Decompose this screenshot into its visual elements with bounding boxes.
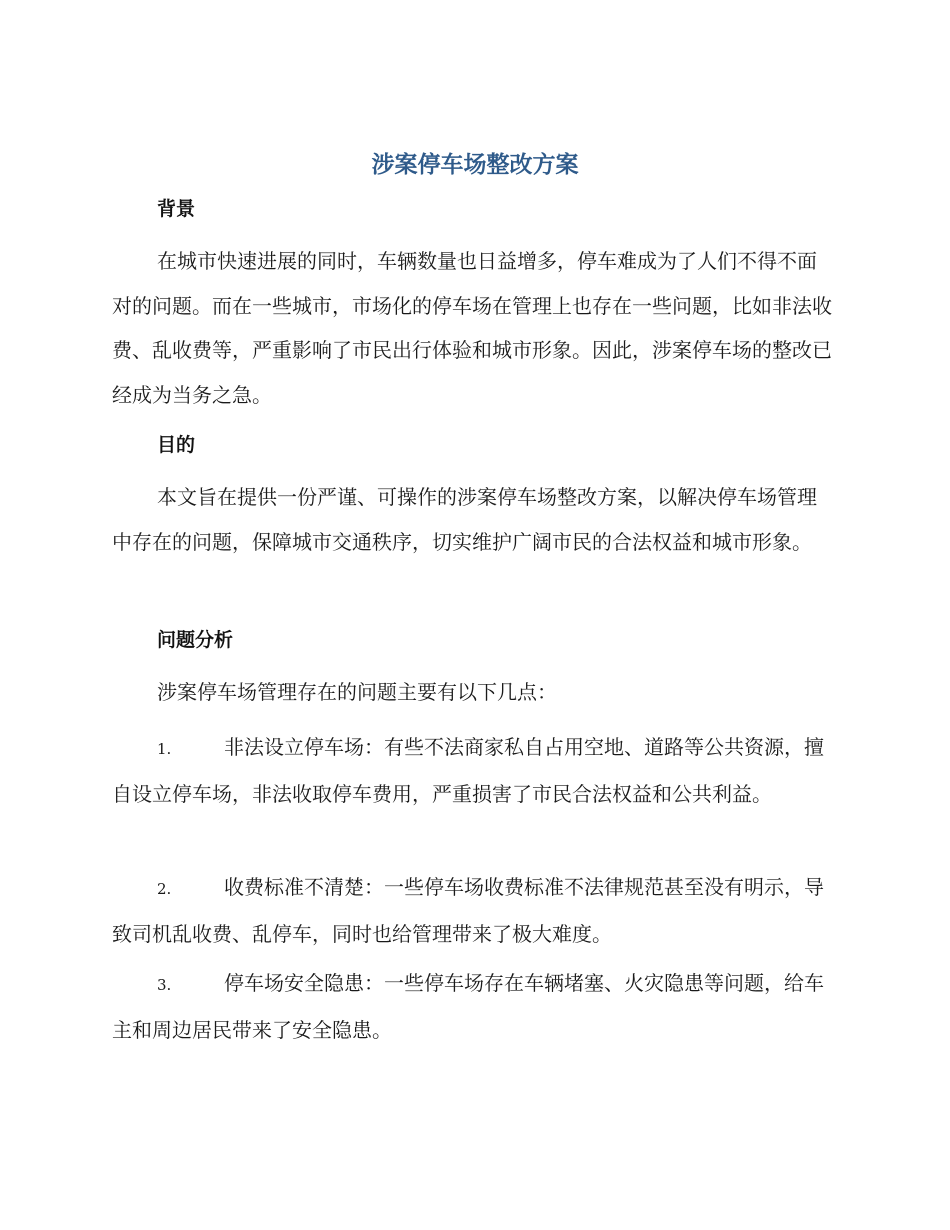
list-item-text: 停车场安全隐患：一些停车场存在车辆堵塞、火灾隐患等问题，给车主和周边居民带来了安全隐患。 bbox=[112, 971, 824, 1042]
list-item-text: 收费标准不清楚：一些停车场收费标准不法律规范甚至没有明示，导致司机乱收费、乱停车，同时也给管理带来了极大难度。 bbox=[112, 875, 824, 946]
list-item-text: 非法设立停车场：有些不法商家私自占用空地、道路等公共资源，擅自设立停车场，非法收取停车费用，严重损害了市民合法权益和公共利益。 bbox=[112, 735, 824, 806]
list-item-number: 2. bbox=[157, 880, 172, 898]
paragraph-background: 在城市快速进展的同时，车辆数量也日益增多，停车难成为了人们不得不面对的问题。而在一些城市，市场化的停车场在管理上也存在一些问题，比如非法收费、乱收费等，严重影响了市民出行体验和城市形象。因此，涉案停车场的整改已经成为当务之急。 bbox=[112, 249, 832, 407]
section-heading-purpose: 目的 bbox=[157, 434, 196, 456]
list-item bbox=[112, 865, 832, 956]
list-item-number: 3. bbox=[157, 976, 172, 994]
paragraph-purpose: 本文旨在提供一份严谨、可操作的涉案停车场整改方案，以解决停车场管理中存在的问题，保障城市交通秩序，切实维护广阔市民的合法权益和城市形象。 bbox=[112, 485, 817, 554]
section-heading-analysis: 问题分析 bbox=[157, 629, 234, 651]
list-item-number: 1. bbox=[157, 740, 172, 758]
list-item bbox=[112, 961, 832, 1052]
document-title: 涉案停车场整改方案 bbox=[371, 152, 579, 178]
list-item bbox=[112, 725, 832, 816]
paragraph-analysis-intro: 涉案停车场管理存在的问题主要有以下几点： bbox=[157, 680, 557, 704]
section-heading-background: 背景 bbox=[157, 198, 196, 220]
